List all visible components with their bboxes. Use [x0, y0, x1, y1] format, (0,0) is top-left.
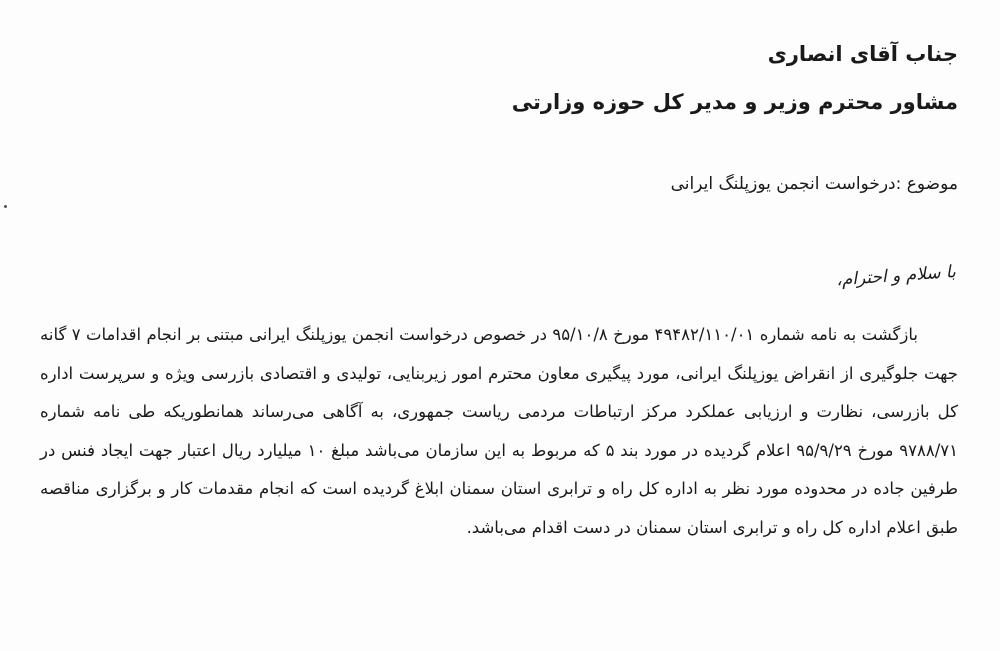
scan-mark: [4, 205, 7, 208]
recipient-title: مشاور محترم وزیر و مدیر کل حوزه وزارتی: [511, 90, 958, 114]
letter-header: [512, 30, 958, 126]
letter-subject: موضوع :درخواست انجمن یوزپلنگ ایرانی: [670, 174, 958, 194]
letter-body: [40, 316, 958, 547]
letter-greeting: با سلام و احترام،: [835, 262, 957, 291]
body-paragraph: بازگشت به نامه شماره ۴۹۴۸۲/۱۱۰/۰۱ مورخ ۹۵/۱۰/۸ در خصوص درخواست انجمن یوزپلنگ ایرانی مبتنی بر انجام اقدامات ۷ گانه جهت جلوگیری از انقراض یوزپلنگ ایرانی، مورد پیگیری معاون محترم امور زیربنایی، تولیدی و اقتصادی بازرسی ویژه و سرپرست اداره کل بازرسی، نظارت و ارزیابی عملکرد مرکز ارتباطات مردمی ریاست جمهوری، به آگاهی می‌رساند همانطوریکه طی نامه شماره ۹۷۸۸/۷۱ مورخ ۹۵/۹/۲۹ اعلام گردیده در مورد بند ۵ که مربوط به این سازمان می‌باشد مبلغ ۱۰ میلیارد ریال اعتبار جهت ایجاد فنس در طرفین جاده در محدوده مورد نظر به اداره کل راه و ترابری استان سمنان ابلاغ گردیده است که انجام مقدمات کار و برگزاری مناقصه طبق اعلام اداره کل راه و ترابری استان سمنان در دست اقدام می‌باشد.: [40, 325, 959, 537]
recipient-name: جناب آقای انصاری: [767, 42, 958, 66]
